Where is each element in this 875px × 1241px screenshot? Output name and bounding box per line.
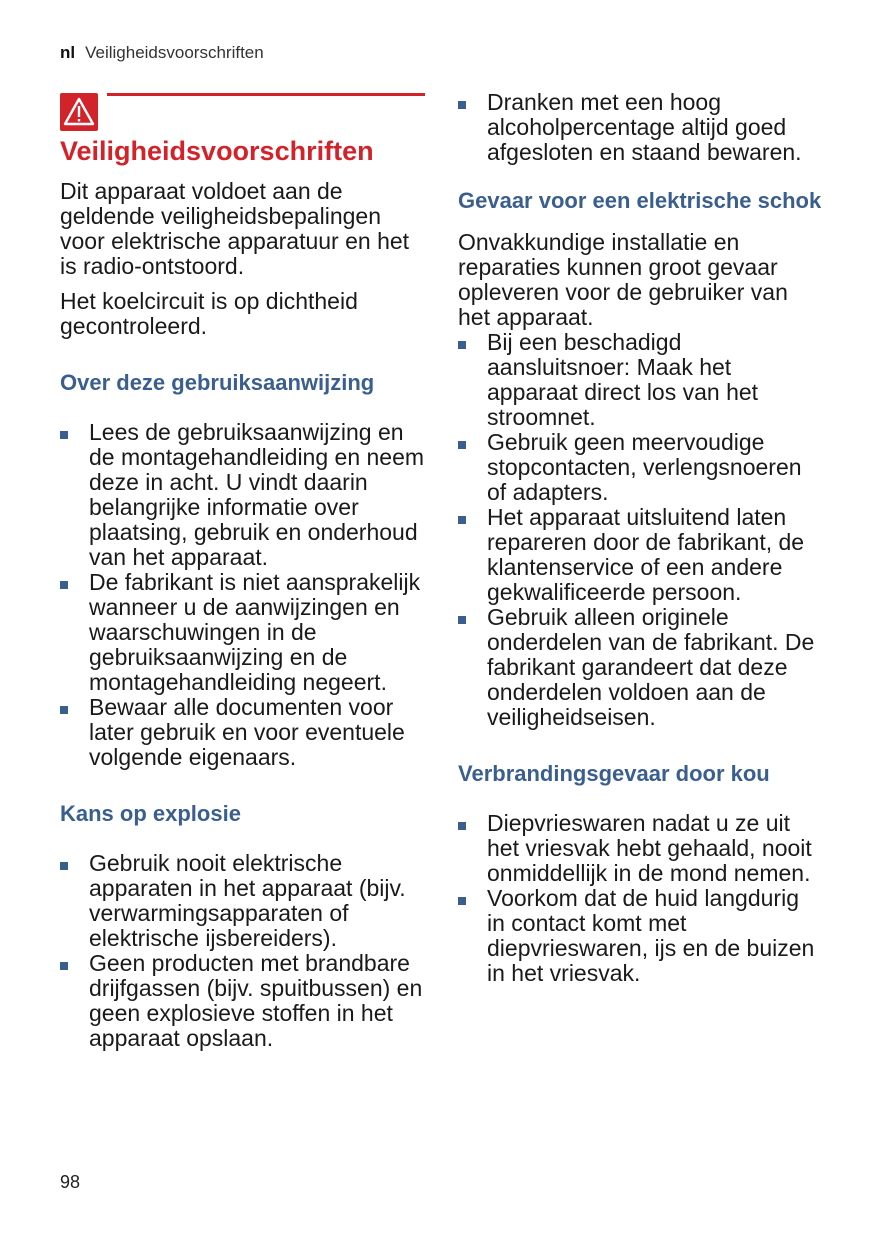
language-code: nl — [60, 43, 76, 62]
list-item-text: Dranken met een hoog alcoholpercentage altijd goed afgesloten en staand bewaren. — [487, 89, 802, 165]
list-item-text: Gebruik alleen originele onderdelen van de fabrikant. De fabrikant garandeert dat deze onderdelen voldoen aan de veiligheidseisen. — [487, 604, 815, 730]
list-item — [60, 851, 425, 951]
list-item — [60, 695, 425, 770]
list-item — [60, 420, 425, 570]
page-header — [60, 43, 264, 63]
bullet-square-icon — [60, 962, 68, 970]
list-item-text: Voorkom dat de huid langdurig in contact komt met diepvrieswaren, ijs en de buizen in het vriesvak. — [487, 885, 815, 986]
list-item-text: De fabrikant is niet aansprakelijk wanneer u de aanwijzingen en waarschuwingen in de gebruiksaanwijzing en de montagehandleiding negeert. — [89, 569, 421, 695]
list-item-text: Diepvrieswaren nadat u ze uit het vriesvak hebt gehaald, nooit onmiddellijk in de mond nemen. — [487, 810, 812, 886]
warning-divider — [107, 93, 425, 96]
bullet-square-icon — [458, 516, 466, 524]
list-item-text: Bewaar alle documenten voor later gebruik en voor eventuele volgende eigenaars. — [89, 694, 405, 770]
bullet-square-icon — [60, 706, 68, 714]
intro-paragraph: Dit apparaat voldoet aan de geldende veiligheidsbepalingen voor elektrische apparatuur en het is radio-ontstoord. — [60, 178, 410, 279]
bullet-square-icon — [60, 581, 68, 589]
page-number: 98 — [60, 1172, 81, 1192]
left-column — [60, 90, 425, 1051]
section-heading: Verbrandingsgevaar door kou — [458, 761, 770, 786]
section-heading: Over deze gebruiksaanwijzing — [60, 370, 375, 395]
bullet-square-icon — [60, 862, 68, 870]
list-item — [458, 330, 823, 430]
bullet-list — [458, 90, 823, 165]
section-intro: Onvakkundige installatie en reparaties kunnen groot gevaar opleveren voor de gebruiker van het apparaat. — [458, 229, 788, 330]
list-item — [458, 90, 823, 165]
list-item — [458, 886, 823, 986]
list-item — [458, 505, 823, 605]
list-item-text: Gebruik geen meervoudige stopcontacten, verlengsnoeren of adapters. — [487, 429, 802, 505]
bullet-square-icon — [458, 101, 466, 109]
list-item — [458, 430, 823, 505]
bullet-list — [458, 811, 823, 986]
intro-paragraph: Het koelcircuit is op dichtheid gecontroleerd. — [60, 288, 358, 339]
section-heading: Kans op explosie — [60, 801, 241, 826]
bullet-square-icon — [458, 341, 466, 349]
list-item-text: Gebruik nooit elektrische apparaten in het apparaat (bijv. verwarmingsapparaten of elektrische ijsbereiders). — [89, 850, 406, 951]
section-heading: Gevaar voor een elektrische schok — [458, 188, 822, 213]
bullet-square-icon — [458, 441, 466, 449]
list-item — [458, 811, 823, 886]
list-item-text: Lees de gebruiksaanwijzing en de montagehandleiding en neem deze in acht. U vindt daarin belangrijke informatie over plaatsing, gebruik en onderhoud van het apparaat. — [89, 419, 425, 570]
bullet-square-icon — [458, 616, 466, 624]
right-column — [458, 90, 823, 986]
bullet-square-icon — [458, 897, 466, 905]
list-item — [458, 605, 823, 730]
bullet-list — [60, 420, 425, 770]
header-section-title: Veiligheidsvoorschriften — [85, 43, 264, 62]
list-item-text: Bij een beschadigd aansluitsnoer: Maak het apparaat direct los van het stroomnet. — [487, 329, 759, 430]
page-title: Veiligheidsvoorschriften — [60, 136, 374, 166]
list-item-text: Geen producten met brandbare drijfgassen (bijv. spuitbussen) en geen explosieve stoffen in het apparaat opslaan. — [89, 950, 423, 1051]
bullet-square-icon — [60, 431, 68, 439]
bullet-list — [60, 851, 425, 1051]
list-item-text: Het apparaat uitsluitend laten repareren door de fabrikant, de klantenservice of een andere gekwalificeerde persoon. — [487, 504, 805, 605]
warning-banner — [60, 90, 425, 134]
list-item — [60, 951, 425, 1051]
bullet-square-icon — [458, 822, 466, 830]
warning-triangle-icon — [60, 93, 98, 131]
bullet-list — [458, 330, 823, 730]
list-item — [60, 570, 425, 695]
